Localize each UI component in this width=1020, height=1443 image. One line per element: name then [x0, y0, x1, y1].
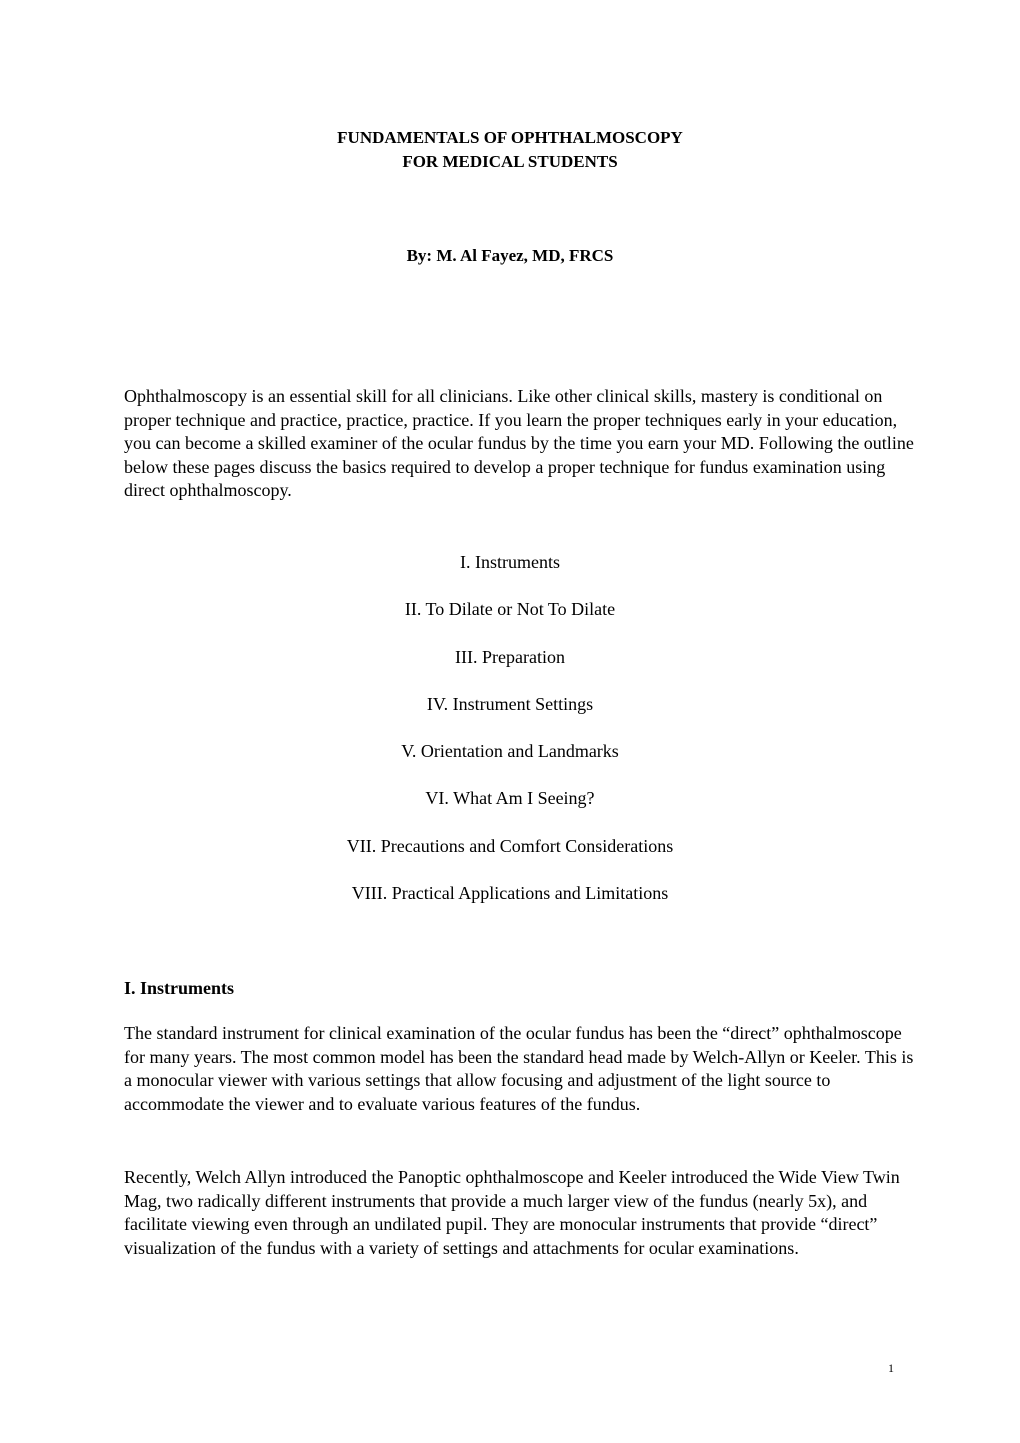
- outline-list: [0, 550, 1020, 928]
- outline-item: IV. Instrument Settings: [426, 693, 594, 714]
- section-heading-instruments: I. Instruments: [124, 978, 235, 998]
- document-title-line-2: FOR MEDICAL STUDENTS: [402, 152, 618, 171]
- outline-item: I. Instruments: [460, 552, 560, 572]
- section-paragraph-1: The standard instrument for clinical examination of the ocular fundus has been the “direct” ophthalmoscope for many years. The most common model has been the standard head made by Welch-Allyn or Keeler. This is a monocular viewer with various settings that allow focusing and adjustment of the light source to accommodate the viewer and to evaluate various features of the fundus.: [124, 1023, 914, 1114]
- section-paragraph-2: Recently, Welch Allyn introduced the Panoptic ophthalmoscope and Keeler introduced the Wide View Twin Mag, two radically different instruments that provide a much larger view of the fundus (nearly 5x), and facilitate viewing even through an undilated pupil. They are monocular instruments that provide “direct” visualization of the fundus with a variety of settings and attachments for ocular examinations.: [124, 1167, 900, 1258]
- outline-item: VII. Precautions and Comfort Considerations: [346, 835, 674, 856]
- author-line: By: M. Al Fayez, MD, FRCS: [406, 246, 614, 265]
- intro-paragraph: Ophthalmoscopy is an essential skill for all clinicians. Like other clinical skills, mastery is conditional on proper technique and practice, practice, practice. If you learn the proper techniques early in your education, you can become a skilled examiner of the ocular fundus by the time you earn your MD. Following the outline below these pages discuss the basics required to develop a proper technique for fundus examination using direct ophthalmoscopy.: [124, 386, 914, 500]
- outline-item: V. Orientation and Landmarks: [401, 741, 619, 762]
- outline-item: VIII. Practical Applications and Limitations: [351, 883, 669, 904]
- page-number: 1: [888, 1361, 894, 1375]
- outline-item: II. To Dilate or Not To Dilate: [404, 599, 616, 620]
- outline-item: VI. What Am I Seeing?: [425, 788, 595, 809]
- outline-item: III. Preparation: [455, 646, 565, 667]
- document-title-line-1: FUNDAMENTALS OF OPHTHALMOSCOPY: [337, 128, 683, 147]
